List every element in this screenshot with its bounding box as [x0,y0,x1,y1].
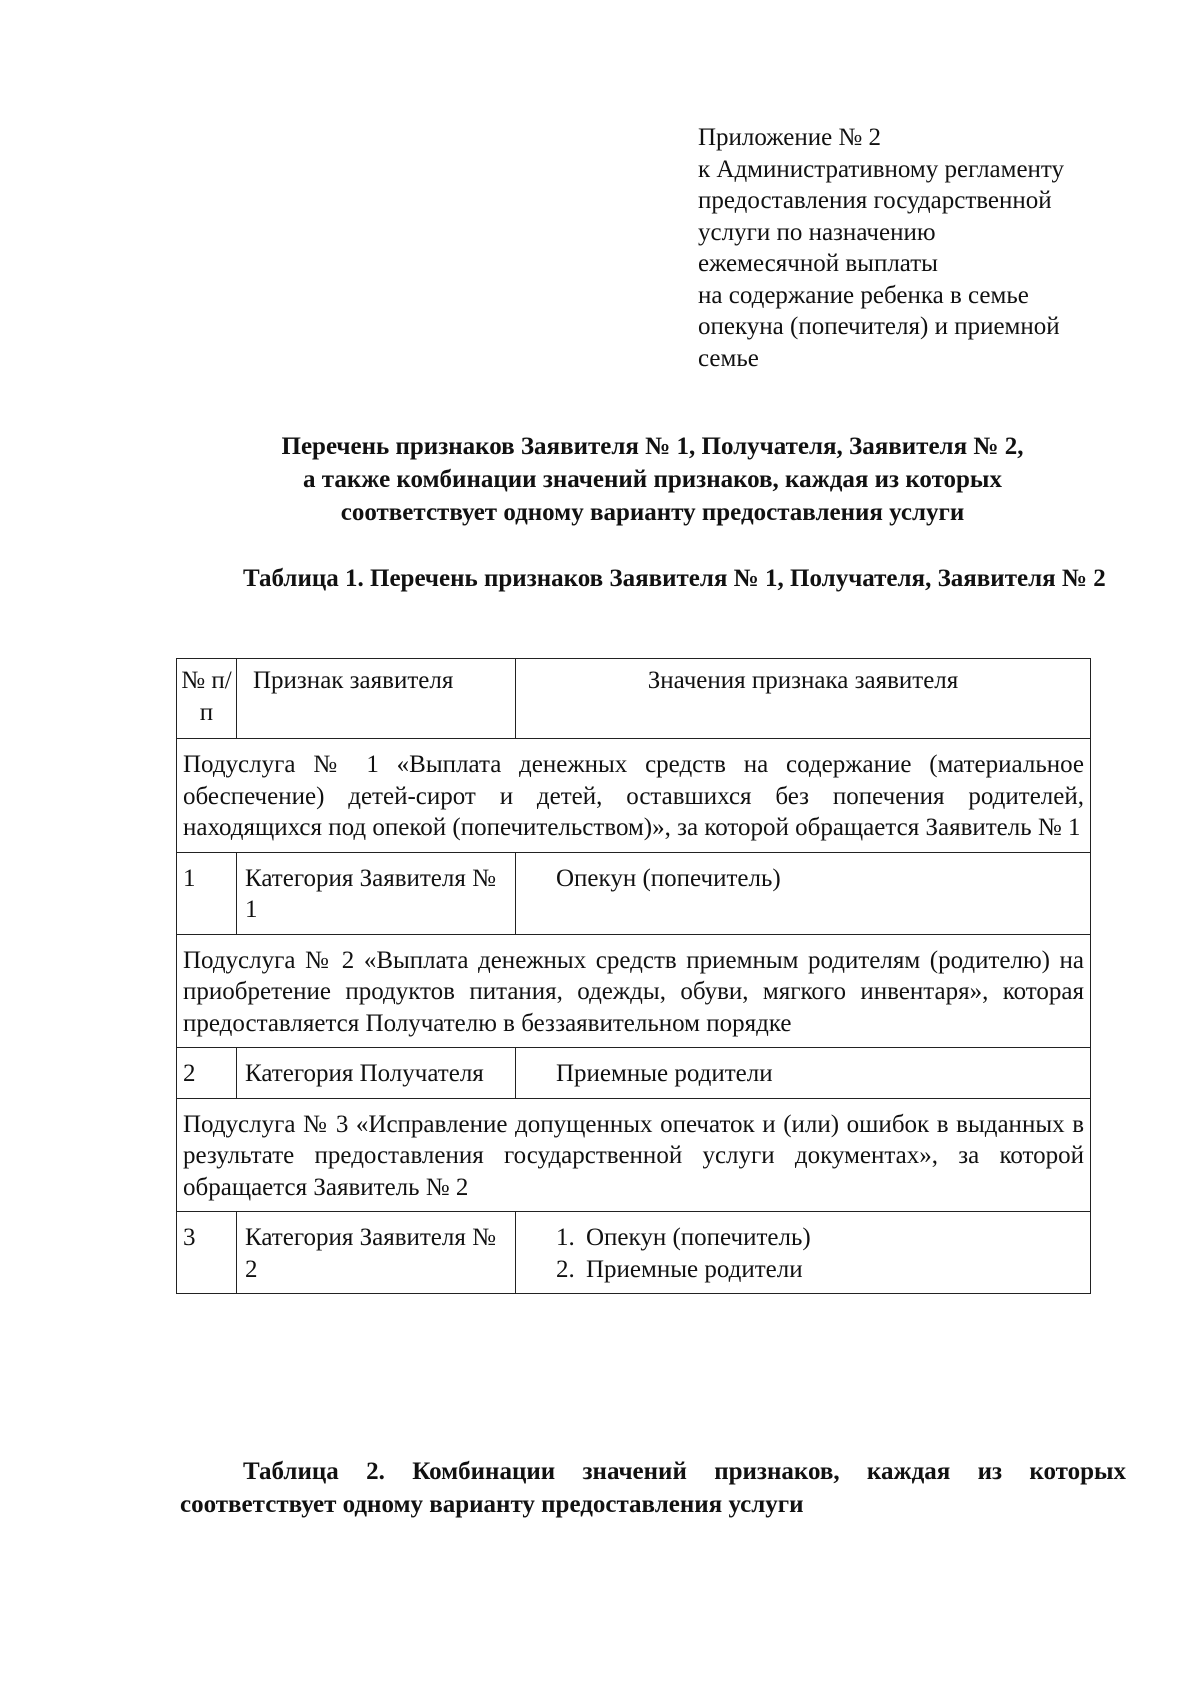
appendix-line: ежемесячной выплаты [698,250,938,277]
subservice-row [177,934,1091,1048]
row-attribute: Категория Заявителя № 1 [237,852,516,934]
appendix-line: Приложение № 2 [698,124,882,151]
row-num: 1 [177,852,237,934]
attributes-table [176,658,1091,1294]
row-value: Опекун (попечитель) [516,852,1091,934]
table-row [177,852,1091,934]
subservice-row [177,1098,1091,1212]
appendix-note [698,122,1064,374]
appendix-line: семье [698,344,759,372]
subservice-text: Подуслуга № 3 «Исправление допущенных опечаток и (или) ошибок в выданных в результате предоставления государственной услуги документах», за которой обращается Заявитель № 2 [177,1098,1091,1212]
appendix-line: услуги по назначению [698,218,936,246]
row-attribute: Категория Заявителя № 2 [237,1212,516,1294]
header-num: № п/п [177,659,237,739]
subservice-text: Подуслуга № 1 «Выплата денежных средств на содержание (материальное обеспечение) детей-сирот и детей, оставшихся без попечения родителей, находящихся под опекой (попечительством)», за которой обращается Заявитель № 1 [177,739,1091,853]
subservice-text: Подуслуга № 2 «Выплата денежных средств приемным родителям (родителю) на приобретение продуктов питания, одежды, обуви, мягкого инвентаря», которая предоставляется Получателю в беззаявительном порядке [177,934,1091,1048]
title-line: соответствует одному варианту предоставления услуги [340,499,965,526]
header-values: Значения признака заявителя [516,659,1091,739]
subservice-row [177,739,1091,853]
title-line: а также комбинации значений признаков, каждая из которых [303,466,1002,493]
list-item [556,1222,1084,1254]
document-title [176,430,1129,529]
table1-caption: Таблица 1. Перечень признаков Заявителя № 1, Получателя, Заявителя № 2 [243,565,1106,592]
appendix-line: опекуна (попечителя) и приемной [698,313,1060,340]
row-num: 3 [177,1212,237,1294]
header-attribute: Признак заявителя [237,659,516,739]
appendix-line: предоставления государственной [698,187,1052,214]
table2-caption: Таблица 2. Комбинации значений признаков, каждая из которых соответствует одному варианту предоставления услуги [180,1458,1126,1518]
row-attribute: Категория Получателя [237,1048,516,1099]
appendix-line: на содержание ребенка в семье [698,281,1029,309]
table-row [177,1048,1091,1099]
appendix-line: к Административному регламенту [698,155,1065,183]
list-text: Приемные родители [586,1255,803,1283]
table-header-row [177,659,1091,739]
title-line: Перечень признаков Заявителя № 1, Получателя, Заявителя № 2, [281,433,1024,460]
row-num: 2 [177,1048,237,1099]
row-value: Приемные родители [516,1048,1091,1099]
list-text: Опекун (попечитель) [586,1224,811,1251]
list-number: 1. [556,1224,575,1251]
list-number: 2. [556,1255,575,1283]
row-value-list [516,1212,1091,1294]
list-item [556,1254,1084,1286]
table-row [177,1212,1091,1294]
